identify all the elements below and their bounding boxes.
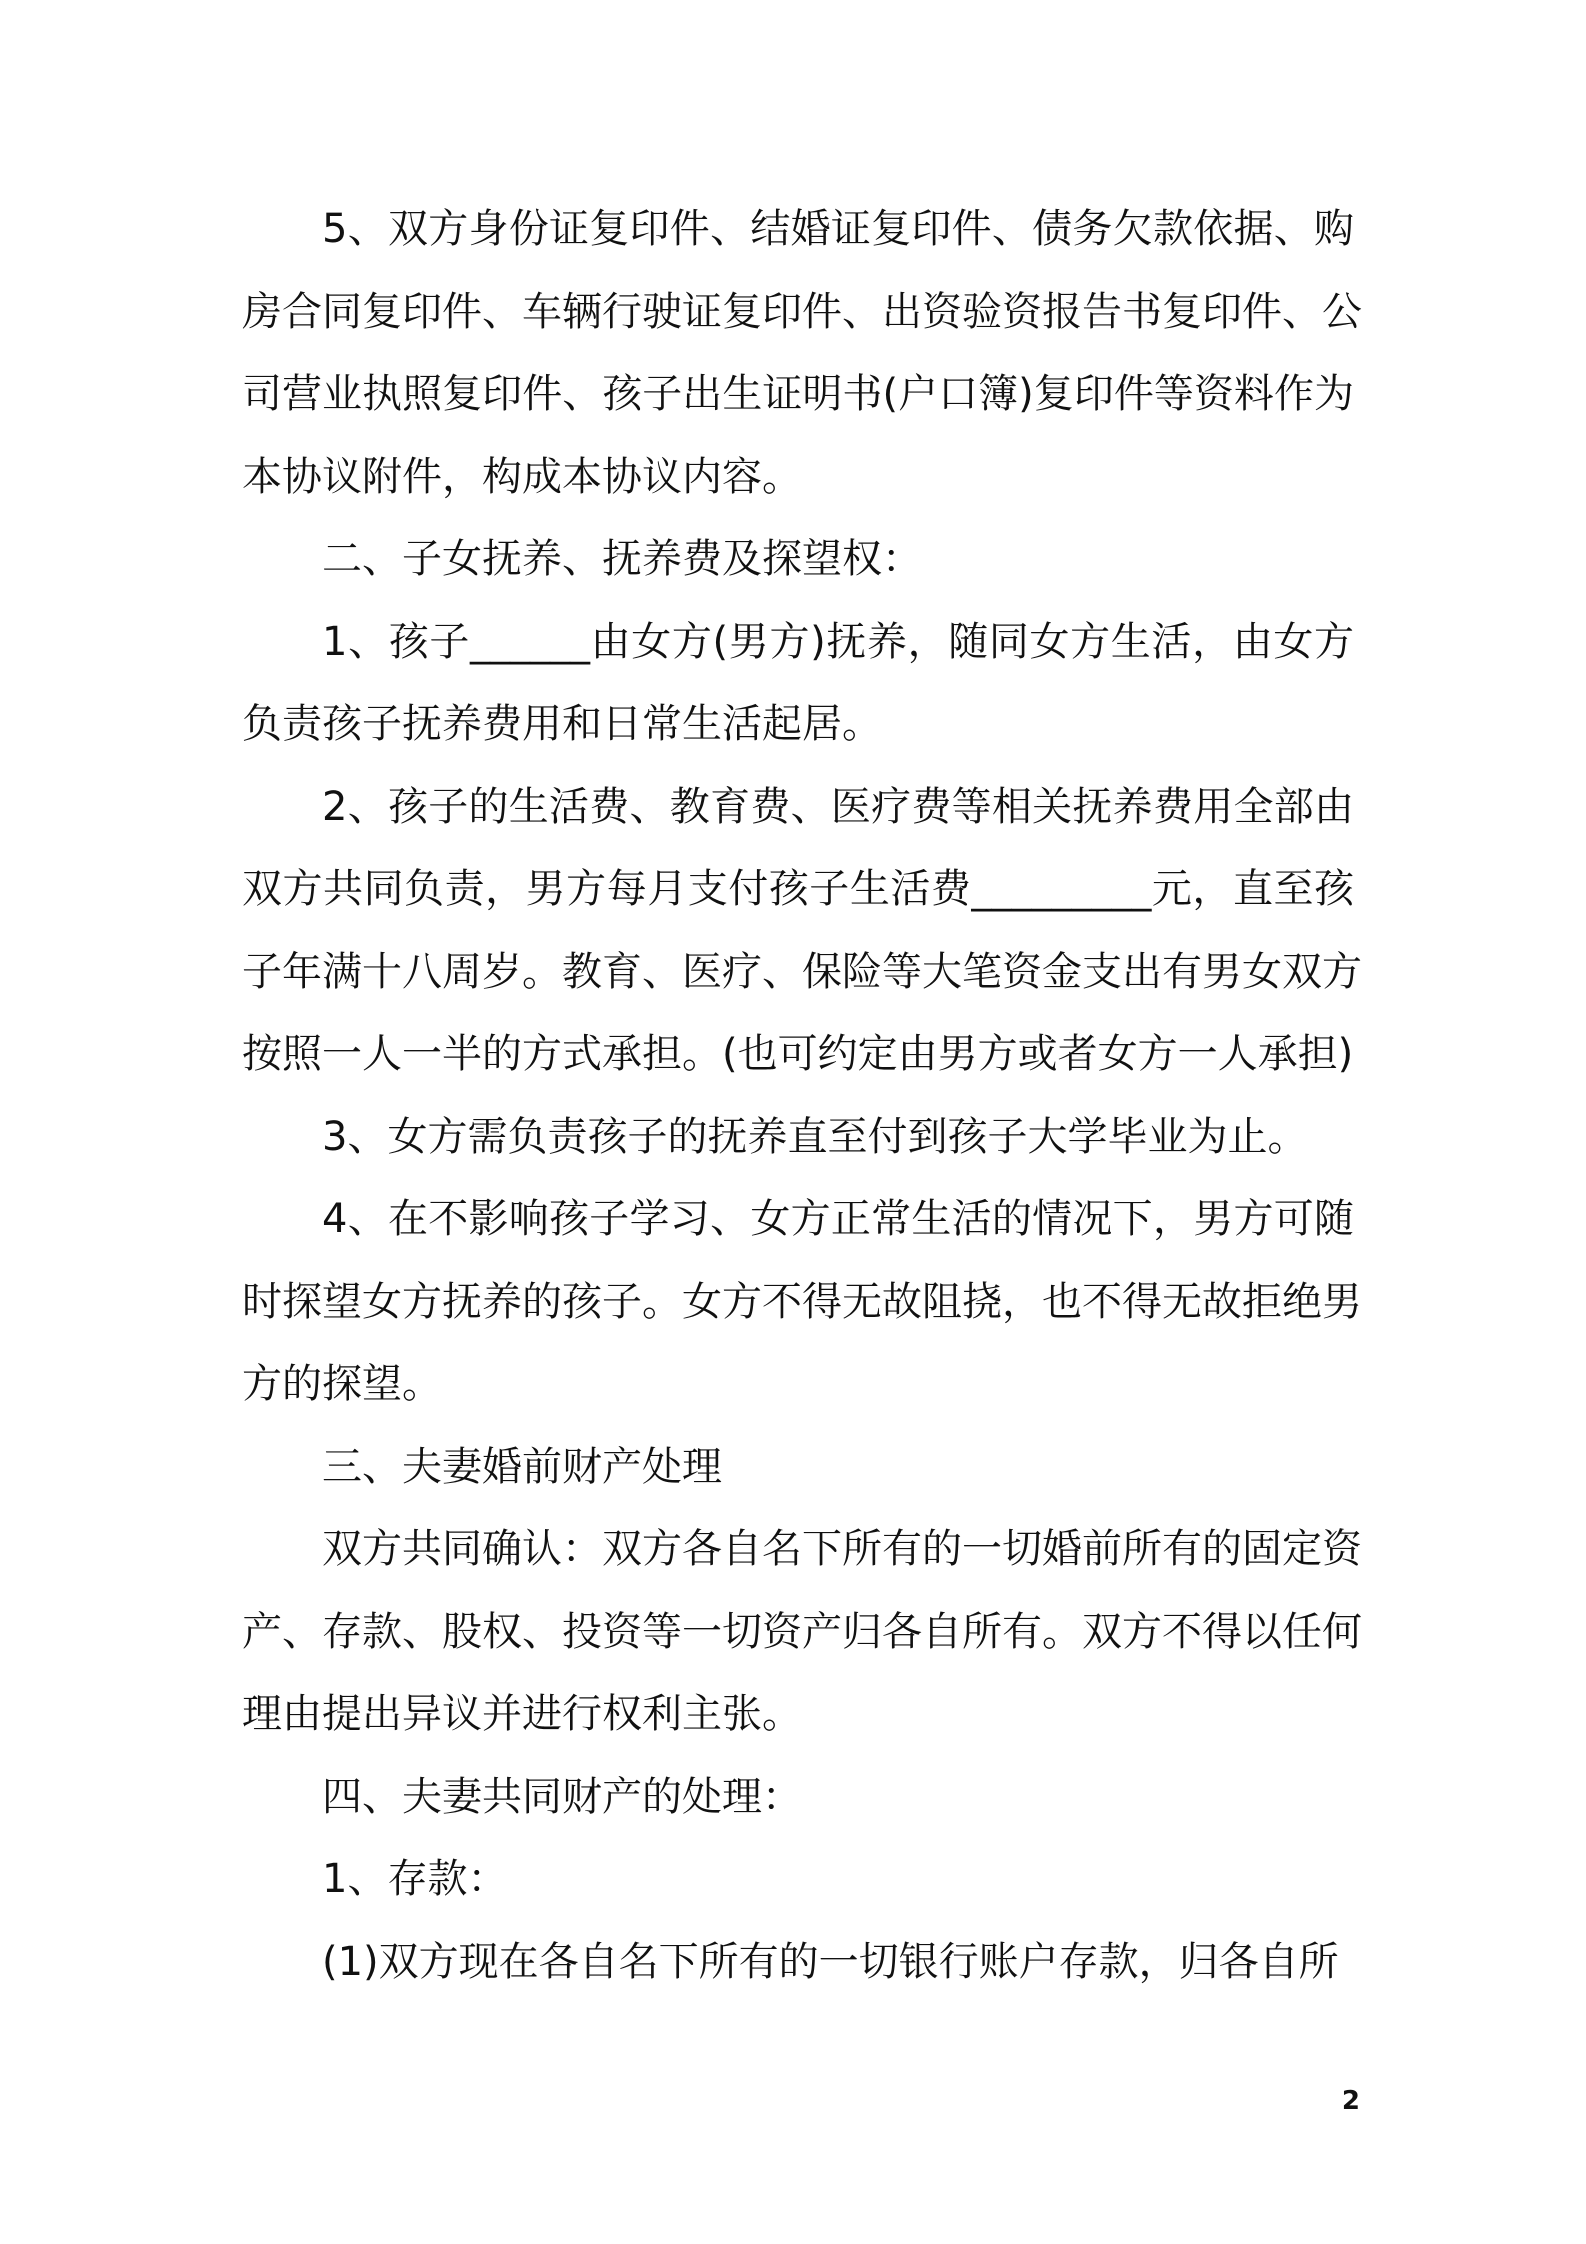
text-line: 方的探望。 [242, 1361, 442, 1407]
page-number: 2 [1341, 2086, 1360, 2116]
text-line: 本协议附件，构成本协议内容。 [242, 453, 802, 500]
text-line: 房合同复印件、车辆行驶证复印件、出资验资报告书复印件、公 [242, 288, 1362, 335]
text-line: 负责孩子抚养费用和日常生活起居。 [242, 701, 882, 747]
text-line: 2、孩子的生活费、教育费、医疗费等相关抚养费用全部由 [322, 783, 1354, 830]
subsection-heading: 1、存款： [322, 1856, 508, 1902]
text-line: (1)双方现在各自名下所有的一切银行账户存款，归各自所 [322, 1938, 1339, 1985]
text-line: 理由提出异议并进行权利主张。 [242, 1691, 802, 1737]
section-heading-4: 四、夫妻共同财产的处理： [322, 1773, 802, 1820]
section-heading-2: 二、子女抚养、抚养费及探望权： [322, 536, 922, 582]
text-line: 4、在不影响孩子学习、女方正常生活的情况下，男方可随 [322, 1196, 1354, 1242]
text-line: 1、孩子______由女方(男方)抚养，随同女方生活，由女方 [322, 618, 1354, 665]
text-line: 5、双方身份证复印件、结婚证复印件、债务欠款依据、购 [322, 206, 1354, 252]
text-line: 双方共同确认：双方各自名下所有的一切婚前所有的固定资 [322, 1526, 1362, 1572]
text-line: 子年满十八周岁。教育、医疗、保险等大笔资金支出有男女双方 [242, 948, 1362, 995]
text-line: 3、女方需负责孩子的抚养直至付到孩子大学毕业为止。 [322, 1113, 1308, 1160]
text-line: 司营业执照复印件、孩子出生证明书(户口簿)复印件等资料作为 [242, 371, 1354, 417]
text-line: 时探望女方抚养的孩子。女方不得无故阻挠，也不得无故拒绝男 [242, 1278, 1362, 1325]
document-body [242, 188, 1362, 2003]
section-heading-3: 三、夫妻婚前财产处理 [322, 1443, 722, 1490]
text-line: 双方共同负责，男方每月支付孩子生活费_________元，直至孩 [242, 866, 1354, 912]
text-line: 产、存款、股权、投资等一切资产归各自所有。双方不得以任何 [242, 1608, 1362, 1655]
text-line: 按照一人一半的方式承担。(也可约定由男方或者女方一人承担) [242, 1031, 1354, 1077]
